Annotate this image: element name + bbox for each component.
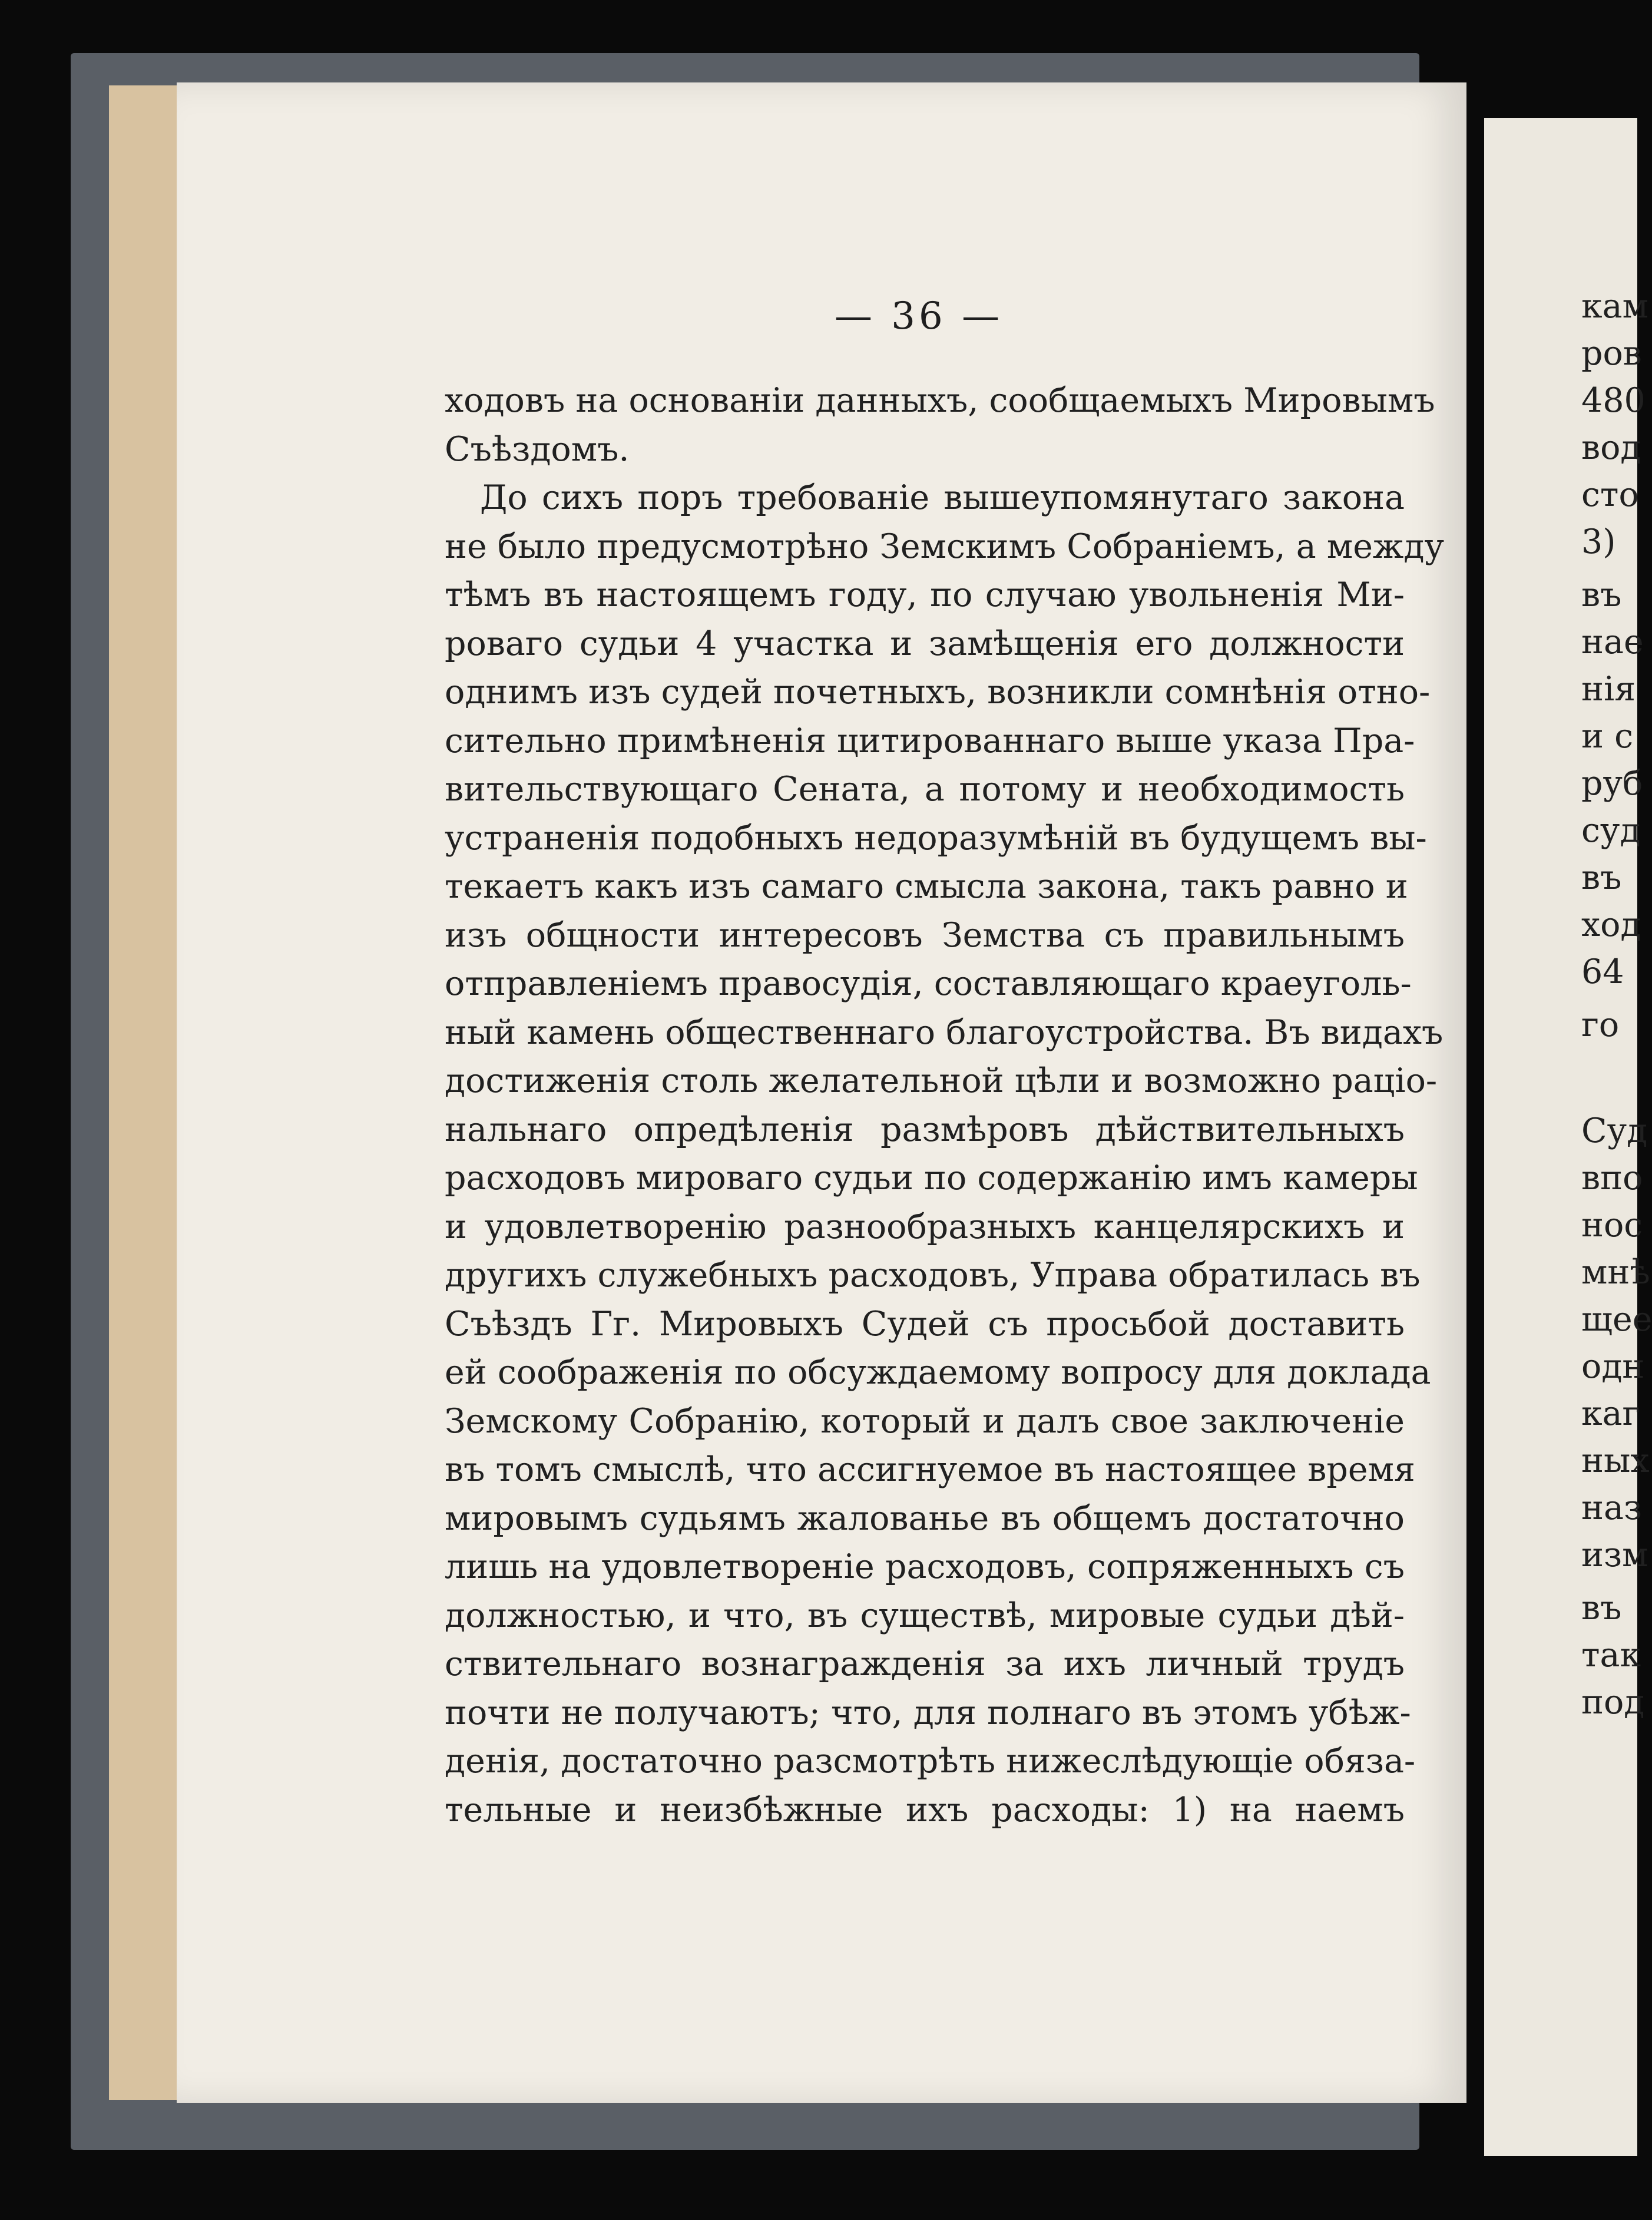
facing-page-fragment: въ bbox=[1581, 1589, 1622, 1627]
facing-page-fragment: го bbox=[1581, 1005, 1620, 1044]
text-line: не было предусмотрѣно Земскимъ Собраніемъ, а между bbox=[445, 527, 1445, 566]
facing-page bbox=[1484, 118, 1652, 2156]
facing-page-fragment: сто bbox=[1581, 475, 1639, 514]
facing-page-fragment: наз bbox=[1581, 1488, 1643, 1527]
facing-page-fragment: въ bbox=[1581, 858, 1622, 897]
text-line: тѣмъ въ настоящемъ году, по случаю увольненія Ми- bbox=[445, 575, 1405, 614]
text-line: лишь на удовлетвореніе расходовъ, сопряженныхъ съ bbox=[445, 1547, 1405, 1586]
facing-page-fragment: и с bbox=[1581, 717, 1634, 756]
facing-page-fragment: 64 bbox=[1581, 952, 1624, 991]
facing-page-fragment: так bbox=[1581, 1636, 1641, 1675]
facing-page-fragment: въ bbox=[1581, 575, 1622, 614]
text-line: почти не получаютъ; что, для полнаго въ этомъ убѣж- bbox=[445, 1693, 1411, 1732]
text-line: ходовъ на основаніи данныхъ, сообщаемыхъ Мировымъ bbox=[445, 381, 1435, 420]
text-line: роваго судьи 4 участка и замѣщенія его должности bbox=[445, 624, 1405, 663]
text-line: ный камень общественнаго благоустройства. Въ видахъ bbox=[445, 1013, 1444, 1052]
facing-page-fragment: изм bbox=[1581, 1536, 1648, 1574]
facing-page-fragment: под bbox=[1581, 1683, 1645, 1722]
text-line: должностью, и что, въ существѣ, мировые судьи дѣй- bbox=[445, 1596, 1405, 1635]
facing-page-fragment: одн bbox=[1581, 1347, 1645, 1386]
facing-page-fragment: нія bbox=[1581, 670, 1636, 709]
text-line: устраненія подобныхъ недоразумѣній въ будущемъ вы- bbox=[445, 818, 1427, 858]
text-line: тельные и неизбѣжные ихъ расходы: 1) на наемъ bbox=[445, 1790, 1405, 1829]
facing-page-fragment: вод bbox=[1581, 428, 1641, 467]
facing-page-fragment: нос bbox=[1581, 1206, 1643, 1245]
text-line: Съѣздомъ. bbox=[445, 429, 630, 469]
text-line: денія, достаточно разсмотрѣть нижеслѣдующіе обяза- bbox=[445, 1742, 1416, 1781]
text-line: нальнаго опредѣленія размѣровъ дѣйствительныхъ bbox=[445, 1110, 1405, 1149]
facing-page-fragment: каг bbox=[1581, 1394, 1640, 1433]
text-line: расходовъ мироваго судьи по содержанію имъ камеры bbox=[445, 1159, 1418, 1197]
text-line: ей соображенія по обсуждаемому вопросу для доклада bbox=[445, 1353, 1431, 1392]
text-line: Съѣздъ Гг. Мировыхъ Судей съ просьбой доставить bbox=[445, 1304, 1405, 1344]
text-line: ствительнаго вознагражденія за ихъ личный трудъ bbox=[445, 1645, 1405, 1683]
text-line: достиженія столь желательной цѣли и возможно раціо- bbox=[445, 1061, 1438, 1100]
text-line: въ томъ смыслѣ, что ассигнуемое въ настоящее время bbox=[445, 1450, 1415, 1489]
text-line: отправленіемъ правосудія, составляющаго краеуголь- bbox=[445, 964, 1412, 1003]
facing-page-fragment: ров bbox=[1581, 334, 1642, 373]
text-line: изъ общности интересовъ Земства съ правильнымъ bbox=[445, 915, 1405, 955]
facing-page-fragment: кам bbox=[1581, 287, 1648, 326]
text-line: До сихъ поръ требованіе вышеупомянутаго закона bbox=[480, 478, 1405, 517]
facing-page-fragment: щее bbox=[1581, 1300, 1652, 1339]
text-line: однимъ изъ судей почетныхъ, возникли сомнѣнія отно- bbox=[445, 673, 1431, 712]
facing-page-fragment: нае bbox=[1581, 623, 1644, 661]
text-line: и удовлетворенію разнообразныхъ канцелярскихъ и bbox=[445, 1207, 1405, 1246]
text-line: текаетъ какъ изъ самаго смысла закона, такъ равно и bbox=[445, 867, 1408, 906]
text-line: другихъ служебныхъ расходовъ, Управа обратилась въ bbox=[445, 1256, 1421, 1295]
facing-page-fragment: руб bbox=[1581, 764, 1643, 803]
facing-page-fragment: ных bbox=[1581, 1441, 1650, 1480]
facing-page-fragment: суд bbox=[1581, 811, 1641, 850]
facing-page-fragment: 480 bbox=[1581, 381, 1646, 420]
facing-page-fragment: ход bbox=[1581, 905, 1641, 944]
facing-page-fragment: Суд bbox=[1581, 1111, 1648, 1150]
facing-page-fragment: мнѣ bbox=[1581, 1253, 1650, 1292]
facing-page-fragment: впо bbox=[1581, 1159, 1643, 1197]
text-line: вительствующаго Сената, а потому и необходимость bbox=[445, 770, 1405, 809]
text-line: мировымъ судьямъ жалованье въ общемъ достаточно bbox=[445, 1498, 1405, 1538]
text-line: Земскому Собранію, который и далъ свое заключеніе bbox=[445, 1401, 1405, 1441]
page-number: — 36 — bbox=[834, 295, 1004, 338]
facing-page-fragment: 3) bbox=[1581, 522, 1616, 561]
text-line: сительно примѣненія цитированнаго выше указа Пра- bbox=[445, 721, 1415, 760]
